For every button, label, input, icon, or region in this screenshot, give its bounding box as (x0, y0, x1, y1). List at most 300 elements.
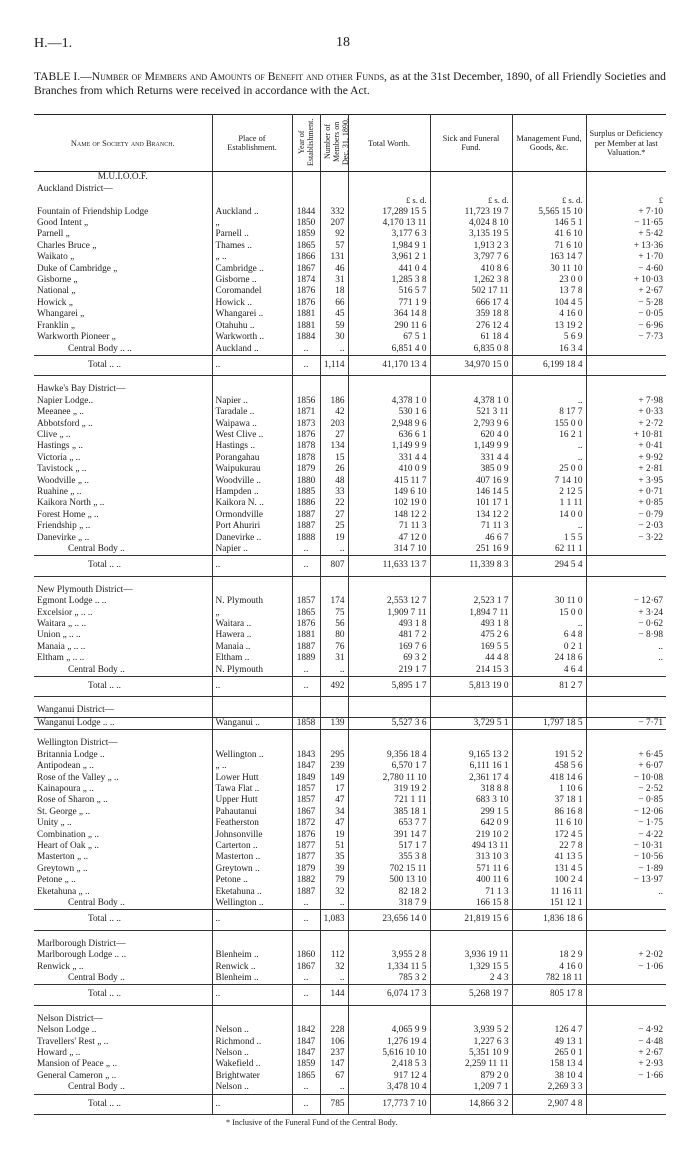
cell-members: .. (320, 665, 348, 677)
cell-management-fund: 155 0 0 (512, 419, 586, 430)
cell-total-worth: 364 14 8 (348, 309, 430, 320)
cell-sick-fund: 71 1 3 (430, 887, 512, 898)
cell-management-fund: 62 11 1 (512, 544, 586, 556)
cell-management-fund (512, 1014, 586, 1025)
cell-total-worth: 410 0 9 (348, 464, 430, 475)
cell-surplus (586, 677, 666, 697)
table-row (34, 218, 666, 229)
cell-year: 1887 (292, 510, 320, 521)
table-row (34, 498, 666, 509)
footnote: * Inclusive of the Funeral Fund of the Central Body. (226, 1118, 398, 1127)
cell-place: Ormondville (212, 510, 292, 521)
cell-surplus: − 13·97 (633, 875, 663, 886)
cell-sick-fund: 5,813 19 0 (430, 677, 512, 697)
cell-name: Central Body .. (34, 1082, 212, 1094)
cell-surplus (586, 705, 666, 717)
cell-members: 39 (320, 864, 348, 875)
cell-place: „ .. (212, 761, 292, 772)
cell-year: 1881 (292, 321, 320, 332)
cell-members (320, 184, 348, 195)
col-header-sick-fund: Sick and Funeral Fund. (430, 115, 512, 172)
table-row (34, 241, 666, 252)
cell-management-fund: 158 13 4 (512, 1059, 586, 1070)
cell-sick-fund: 2,259 11 11 (430, 1059, 512, 1070)
table-row (34, 229, 666, 240)
cell-sick-fund: 879 2 0 (430, 1071, 512, 1082)
table-row (34, 841, 666, 852)
total-row (34, 1094, 666, 1114)
spacer-row (34, 1005, 666, 1014)
cell-name: Marlborough Lodge .. .. (34, 950, 212, 961)
cell-sick-fund: 169 5 5 (430, 642, 512, 653)
cell-members: .. (320, 898, 348, 910)
table-row (34, 332, 666, 343)
cell-year: 1842 (292, 1025, 320, 1036)
cell-name: Combination „ .. (34, 830, 212, 841)
cell-management-fund: 25 0 0 (512, 464, 586, 475)
cell-members: 239 (320, 761, 348, 772)
cell-year: 1859 (292, 1059, 320, 1070)
cell-sick-fund: 14,866 3 2 (430, 1094, 512, 1114)
cell-sick-fund: 71 11 3 (430, 521, 512, 532)
table-row (34, 1048, 666, 1059)
total-row (34, 910, 666, 930)
cell-sick-fund: 3,936 19 11 (430, 950, 512, 961)
cell-year: 1860 (292, 950, 320, 961)
cell-management-fund: .. (512, 521, 586, 532)
cell-year: 1879 (292, 464, 320, 475)
table-row (34, 665, 666, 677)
cell-place: Nelson .. (212, 1048, 292, 1059)
cell-place: N. Plymouth (212, 596, 292, 607)
cell-sick-fund: 11,339 8 3 (430, 556, 512, 576)
cell-total-worth (348, 1005, 430, 1014)
cell-surplus: + 6·45 (638, 749, 663, 760)
cell-total-worth: £ s. d. (348, 195, 430, 206)
table-row (34, 275, 666, 286)
cell-management-fund: .. (512, 441, 586, 452)
cell-sick-fund: 493 1 8 (430, 619, 512, 630)
cell-year: .. (292, 985, 320, 1005)
cell-year: 1857 (292, 784, 320, 795)
cell-total-worth: 169 7 6 (348, 642, 430, 653)
cell-surplus: − 10·08 (633, 772, 663, 783)
cell-management-fund: 265 0 1 (512, 1048, 586, 1059)
cell-members: 48 (320, 476, 348, 487)
cell-members: 174 (320, 596, 348, 607)
cell-management-fund: 1 10 6 (512, 784, 586, 795)
cell-name: Kaikora North „ .. (34, 498, 212, 509)
cell-members: 35 (320, 852, 348, 863)
cell-sick-fund: 146 14 5 (430, 487, 512, 498)
cell-sick-fund (430, 705, 512, 717)
cell-name (34, 195, 212, 206)
cell-surplus: − 8·98 (638, 630, 663, 641)
cell-year: 1865 (292, 608, 320, 619)
table-row (34, 344, 666, 356)
cell-place: Nelson .. (212, 1082, 292, 1094)
cell-sick-fund (430, 172, 512, 184)
cell-year: 1876 (292, 430, 320, 441)
cell-sick-fund: 166 15 8 (430, 898, 512, 910)
cell-name: Travellers' Rest „ .. (34, 1037, 212, 1048)
cell-place: Auckland .. (212, 344, 292, 356)
cell-name: Total .. .. (34, 355, 212, 375)
cell-total-worth: 500 13 10 (348, 875, 430, 886)
cell-name: Rose of the Valley „ .. (34, 773, 212, 784)
cell-place: Gisborne .. (212, 275, 292, 286)
cell-total-worth: 3,955 2 8 (348, 950, 430, 961)
cell-management-fund: 1 1 11 (512, 498, 586, 509)
cell-management-fund: 2,907 4 8 (512, 1094, 586, 1114)
cell-year: .. (292, 910, 320, 930)
cell-total-worth: 1,334 11 5 (348, 962, 430, 973)
cell-year (292, 376, 320, 385)
cell-place (212, 1005, 292, 1014)
table-row (34, 807, 666, 818)
cell-place (212, 384, 292, 395)
cell-year (292, 705, 320, 717)
cell-members: 45 (320, 309, 348, 320)
cell-total-worth: 771 1 9 (348, 298, 430, 309)
table-row (34, 898, 666, 910)
cell-surplus (586, 355, 666, 375)
cell-year: 1865 (292, 241, 320, 252)
cell-members: 19 (320, 830, 348, 841)
cell-place: Waipawa .. (212, 419, 292, 430)
cell-management-fund: 30 11 0 (512, 596, 586, 607)
cell-management-fund: 126 4 7 (512, 1025, 586, 1036)
cell-place: Kaikora N. .. (212, 498, 292, 509)
cell-total-worth: 917 12 4 (348, 1071, 430, 1082)
cell-name: Howard „ .. (34, 1048, 212, 1059)
cell-name: Danevirke „ .. (34, 533, 212, 544)
cell-members: 25 (320, 521, 348, 532)
cell-management-fund: 22 7 8 (512, 841, 586, 852)
cell-name: Friendship „ .. (34, 521, 212, 532)
cell-name: Central Body .. (34, 898, 212, 910)
district-row (34, 585, 666, 596)
table-row (34, 887, 666, 898)
cell-name: Abbotsford „ .. (34, 419, 212, 430)
cell-total-worth: 441 0 4 (348, 264, 430, 275)
table-row (34, 950, 666, 961)
cell-surplus (586, 556, 666, 576)
cell-year: 1874 (292, 275, 320, 286)
cell-place: .. (212, 677, 292, 697)
col-header-total-worth: Total Worth. (348, 115, 430, 172)
cell-total-worth: 493 1 8 (348, 619, 430, 630)
cell-name: Mansion of Peace „ .. (34, 1059, 212, 1070)
cell-members: 31 (320, 653, 348, 664)
cell-members (320, 585, 348, 596)
spacer-row (34, 930, 666, 939)
cell-total-worth: 2,780 11 10 (348, 773, 430, 784)
cell-members (320, 1005, 348, 1014)
table-row (34, 487, 666, 498)
cell-name: Whangarei „ (34, 309, 212, 320)
cell-total-worth: 47 12 0 (348, 533, 430, 544)
cell-year (292, 195, 320, 206)
cell-total-worth: 517 1 7 (348, 841, 430, 852)
cell-year: 1877 (292, 841, 320, 852)
cell-total-worth: 41,170 13 4 (348, 355, 430, 375)
cell-members: 207 (320, 218, 348, 229)
cell-members (320, 738, 348, 749)
cell-surplus: − 0·62 (638, 619, 663, 630)
cell-management-fund: 16 3 4 (512, 344, 586, 356)
cell-name: Total .. .. (34, 985, 212, 1005)
cell-surplus: − 4·48 (638, 1036, 663, 1047)
table-row (34, 533, 666, 544)
cell-surplus: + 10·03 (633, 275, 663, 286)
cell-year (292, 730, 320, 739)
cell-name: Franklin „ (34, 321, 212, 332)
cell-place: Pahautanui (212, 807, 292, 818)
cell-sick-fund: 11,723 19 7 (430, 207, 512, 218)
cell-name: Hawke's Bay District— (34, 384, 212, 395)
table-row (34, 795, 666, 806)
cell-management-fund: 172 4 5 (512, 830, 586, 841)
cell-management-fund (512, 697, 586, 706)
cell-members: 19 (320, 533, 348, 544)
cell-total-worth (348, 172, 430, 184)
cell-sick-fund (430, 930, 512, 939)
cell-management-fund (512, 738, 586, 749)
cell-total-worth: 2,553 12 7 (348, 596, 430, 607)
cell-management-fund: 37 18 1 (512, 795, 586, 806)
cell-management-fund: 11 16 11 (512, 887, 586, 898)
table-row (34, 596, 666, 607)
cell-sick-fund: 5,268 19 7 (430, 985, 512, 1005)
cell-total-worth: 1,984 9 1 (348, 241, 430, 252)
cell-management-fund: 7 14 10 (512, 476, 586, 487)
cell-surplus (586, 1082, 666, 1094)
cell-members: 186 (320, 396, 348, 407)
cell-place: Hastings .. (212, 441, 292, 452)
cell-surplus: + 2·81 (638, 464, 663, 475)
cell-surplus (586, 665, 666, 677)
cell-sick-fund: 521 3 11 (430, 407, 512, 418)
cell-members: 149 (320, 773, 348, 784)
cell-place: Porangahau (212, 453, 292, 464)
cell-surplus: − 4·92 (638, 1025, 663, 1036)
cell-name: Greytown „ .. (34, 864, 212, 875)
cell-surplus: + 2·67 (638, 1048, 663, 1059)
cell-total-worth: 721 1 11 (348, 795, 430, 806)
cell-total-worth: 3,177 6 3 (348, 229, 430, 240)
cell-sick-fund: 34,970 15 0 (430, 355, 512, 375)
cell-members: 22 (320, 498, 348, 509)
cell-total-worth (348, 576, 430, 585)
cell-management-fund: 6,199 18 4 (512, 355, 586, 375)
cell-name: Waitara „ .. .. (34, 619, 212, 630)
cell-name: Total .. .. (34, 910, 212, 930)
cell-total-worth: 331 4 4 (348, 453, 430, 464)
cell-sick-fund: 46 6 7 (430, 533, 512, 544)
cell-management-fund (512, 376, 586, 385)
cell-members: 79 (320, 875, 348, 886)
cell-surplus (586, 930, 666, 939)
cell-sick-fund: 494 13 11 (430, 841, 512, 852)
cell-place: .. (212, 1094, 292, 1114)
cell-name: Meeanee „ .. (34, 407, 212, 418)
cell-members: 32 (320, 887, 348, 898)
table-row (34, 476, 666, 487)
cell-surplus: − 6·96 (638, 320, 663, 331)
cell-name: Antipodean „ .. (34, 761, 212, 772)
cell-year: 1876 (292, 298, 320, 309)
cell-name: Napier Lodge.. (34, 396, 212, 407)
cell-members: 27 (320, 430, 348, 441)
cell-sick-fund: 2 4 3 (430, 973, 512, 985)
table-row (34, 309, 666, 320)
cell-surplus (586, 1005, 666, 1014)
cell-management-fund: 11 6 10 (512, 818, 586, 829)
cell-members: 17 (320, 784, 348, 795)
cell-total-worth: 9,356 18 4 (348, 750, 430, 761)
cell-place: Port Ahuriri (212, 521, 292, 532)
cell-name: Ruahine „ .. (34, 487, 212, 498)
cell-name: Charles Bruce „ (34, 241, 212, 252)
table-row (34, 453, 666, 464)
cell-place: Whangarei .. (212, 309, 292, 320)
cell-management-fund: 163 14 7 (512, 252, 586, 263)
caption-lead: TABLE I.— (34, 70, 92, 83)
cell-sick-fund (430, 738, 512, 749)
cell-surplus: + 5·42 (638, 229, 663, 240)
cell-total-worth: 1,149 9 9 (348, 441, 430, 452)
cell-place: Carterton .. (212, 841, 292, 852)
cell-surplus (586, 376, 666, 385)
cell-total-worth: 1,276 19 4 (348, 1037, 430, 1048)
cell-name: Renwick „ .. (34, 962, 212, 973)
cell-year (292, 172, 320, 184)
cell-place: Otahuhu .. (212, 321, 292, 332)
cell-members: 144 (320, 985, 348, 1005)
cell-surplus: + 9·92 (638, 452, 663, 463)
cell-management-fund: 1,836 18 6 (512, 910, 586, 930)
cell-surplus: £ (658, 195, 663, 206)
cell-place: Wellington .. (212, 898, 292, 910)
cell-surplus: − 7·73 (638, 332, 663, 343)
cell-members: 32 (320, 962, 348, 973)
cell-year: 1876 (292, 830, 320, 841)
cell-place: Tawa Flat .. (212, 784, 292, 795)
district-row (34, 184, 666, 195)
cell-members: 30 (320, 332, 348, 343)
cell-management-fund (512, 585, 586, 596)
cell-total-worth (348, 1014, 430, 1025)
cell-year: 1849 (292, 773, 320, 784)
table-row (34, 653, 666, 664)
cell-name: Central Body .. .. (34, 344, 212, 356)
cell-place (212, 184, 292, 195)
cell-members: 26 (320, 464, 348, 475)
cell-management-fund: 13 19 2 (512, 321, 586, 332)
cell-year: 1876 (292, 619, 320, 630)
cell-sick-fund (430, 184, 512, 195)
cell-sick-fund: 1,913 2 3 (430, 241, 512, 252)
cell-members: 51 (320, 841, 348, 852)
cell-sick-fund: 3,135 19 5 (430, 229, 512, 240)
cell-total-worth: 149 6 10 (348, 487, 430, 498)
cell-sick-fund: 1,149 9 9 (430, 441, 512, 452)
cell-total-worth: 3,961 2 1 (348, 252, 430, 263)
cell-name: Wanganui Lodge .. .. (34, 717, 212, 729)
spacer-row (34, 697, 666, 706)
cell-year: 1867 (292, 962, 320, 973)
cell-sick-fund: 1,894 7 11 (430, 608, 512, 619)
cell-name: Gisborne „ (34, 275, 212, 286)
cell-year (292, 697, 320, 706)
cell-members: 1,114 (320, 355, 348, 375)
cell-members: .. (320, 1082, 348, 1094)
cell-surplus (586, 697, 666, 706)
cell-place (212, 730, 292, 739)
cell-surplus: + 0·33 (638, 407, 663, 418)
cell-year: 1887 (292, 521, 320, 532)
cell-members: 139 (320, 717, 348, 729)
cell-surplus: − 4·22 (638, 829, 663, 840)
cell-place (212, 1014, 292, 1025)
cell-place: Wakefield .. (212, 1059, 292, 1070)
cell-surplus: − 1·06 (638, 961, 663, 972)
cell-total-worth: 6,851 4 0 (348, 344, 430, 356)
cell-name (34, 376, 212, 385)
table-row (34, 761, 666, 772)
cell-place: Greytown .. (212, 864, 292, 875)
cell-year: 1847 (292, 1048, 320, 1059)
cell-year: .. (292, 677, 320, 697)
cell-members (320, 195, 348, 206)
cell-name: Hastings „ .. (34, 441, 212, 452)
cell-members (320, 730, 348, 739)
cell-management-fund: .. (512, 619, 586, 630)
cell-total-worth: 69 3 2 (348, 653, 430, 664)
cell-surplus: − 3·22 (638, 532, 663, 543)
cell-total-worth: 67 5 1 (348, 332, 430, 343)
cell-sick-fund: 620 4 0 (430, 430, 512, 441)
cell-management-fund: 49 13 1 (512, 1037, 586, 1048)
cell-surplus: + 6·07 (638, 761, 663, 772)
cell-surplus: + 1·70 (638, 252, 663, 263)
cell-total-worth: 219 1 7 (348, 665, 430, 677)
cell-surplus: + 2·72 (638, 418, 663, 429)
cell-total-worth: 23,656 14 0 (348, 910, 430, 930)
cell-place: Woodville .. (212, 476, 292, 487)
cell-management-fund: 191 5 2 (512, 750, 586, 761)
cell-surplus: + 10·81 (633, 429, 663, 440)
cell-sick-fund: 313 10 3 (430, 852, 512, 863)
cell-place: Thames .. (212, 241, 292, 252)
cell-management-fund (512, 930, 586, 939)
table-row (34, 962, 666, 973)
cell-year (292, 585, 320, 596)
cell-year: 1844 (292, 207, 320, 218)
cell-sick-fund: 4,024 8 10 (430, 218, 512, 229)
table-body (34, 172, 666, 1115)
cell-year (292, 384, 320, 395)
cell-members: 131 (320, 252, 348, 263)
cell-members: 228 (320, 1025, 348, 1036)
cell-members: .. (320, 973, 348, 985)
cell-sick-fund: 299 1 5 (430, 807, 512, 818)
cell-name: Masterton „ .. (34, 852, 212, 863)
cell-surplus: − 1·89 (638, 863, 663, 874)
cell-surplus: + 3·95 (638, 475, 663, 486)
cell-sick-fund: 61 18 4 (430, 332, 512, 343)
